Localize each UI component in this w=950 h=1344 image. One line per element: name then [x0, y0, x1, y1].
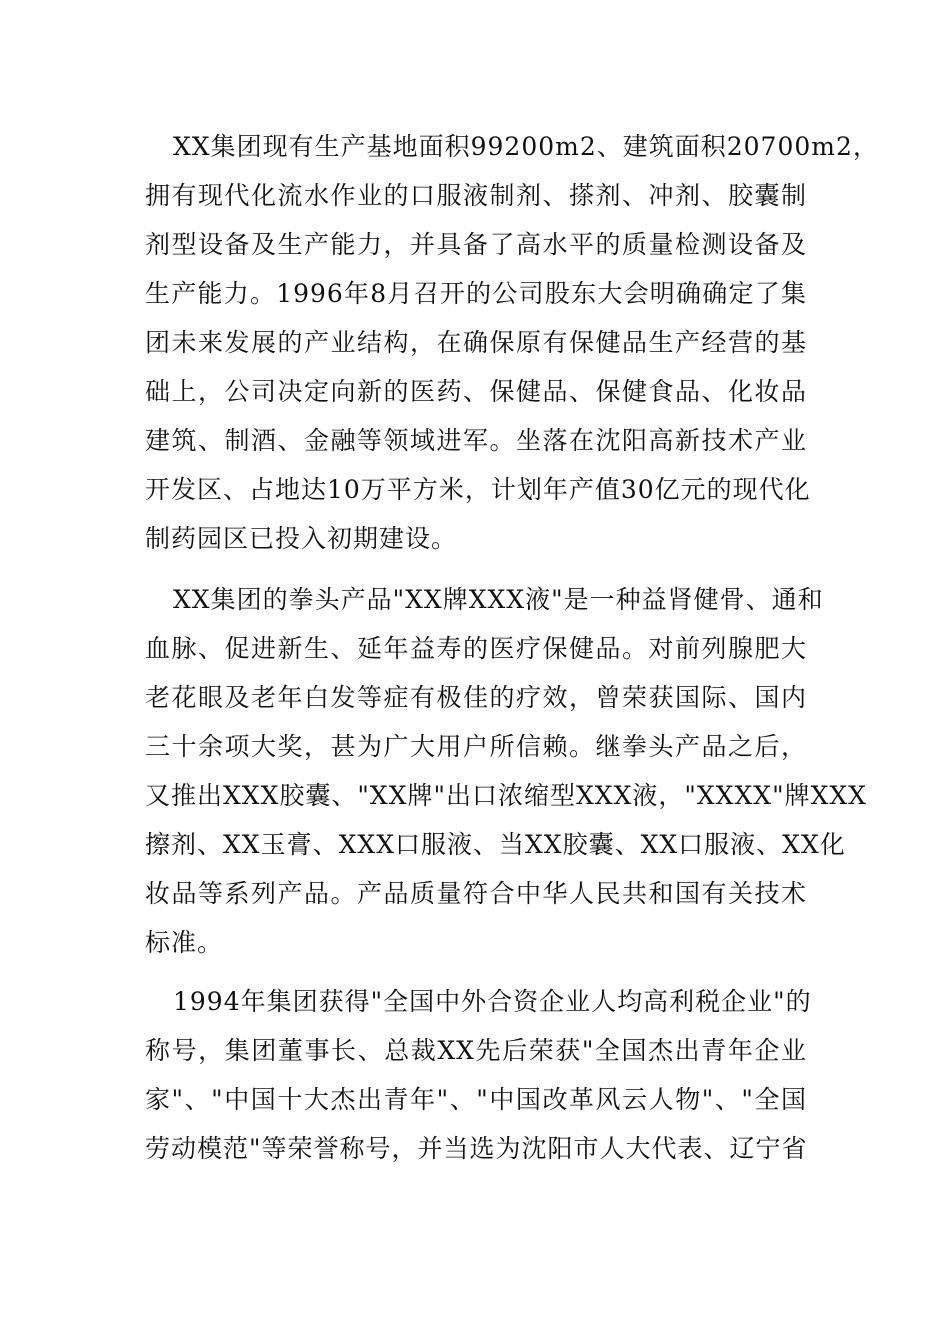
paragraph-line: 血脉、促进新生、延年益寿的医疗保健品。对前列腺肥大 — [145, 634, 807, 663]
paragraph-line: 建筑、制酒、金融等领域进军。坐落在沈阳高新技术产业 — [145, 426, 807, 455]
paragraph-line: 标准。 — [145, 928, 224, 957]
paragraph-line: 又推出XXX胶囊、"XX牌"出口浓缩型XXX液，"XXXX"牌XXX — [145, 781, 867, 810]
paragraph-1 — [145, 122, 879, 563]
paragraph-2 — [145, 575, 867, 967]
paragraph-3 — [145, 977, 812, 1173]
paragraph-line: 础上，公司决定向新的医药、保健品、保健食品、化妆品 — [145, 377, 807, 406]
paragraph-line: 劳动模范"等荣誉称号，并当选为沈阳市人大代表、辽宁省 — [145, 1134, 808, 1163]
paragraph-line: 剂型设备及生产能力，并具备了高水平的质量检测设备及 — [145, 230, 807, 259]
paragraph-line: 老花眼及老年白发等症有极佳的疗效，曾荣获国际、国内 — [145, 683, 807, 712]
paragraph-line: 家"、"中国十大杰出青年"、"中国改革风云人物"、"全国 — [145, 1085, 807, 1114]
paragraph-line: 制药园区已投入初期建设。 — [145, 524, 458, 553]
paragraph-line: 开发区、占地达10万平方米，计划年产值30亿元的现代化 — [145, 475, 811, 504]
paragraph-line: 1994年集团获得"全国中外合资企业人均高利税企业"的 — [173, 987, 812, 1016]
paragraph-line: 拥有现代化流水作业的口服液制剂、搽剂、冲剂、胶囊制 — [145, 181, 807, 210]
paragraph-line: XX集团的拳头产品"XX牌XXX液"是一种益肾健骨、通和 — [173, 585, 824, 614]
paragraph-line: 三十余项大奖，甚为广大用户所信赖。继拳头产品之后， — [145, 732, 807, 761]
paragraph-line: 团未来发展的产业结构，在确保原有保健品生产经营的基 — [145, 328, 807, 357]
paragraph-line: XX集团现有生产基地面积99200m2、建筑面积20700m2， — [173, 132, 879, 161]
paragraph-line: 擦剂、XX玉膏、XXX口服液、当XX胶囊、XX口服液、XX化 — [145, 830, 846, 859]
paragraph-line: 生产能力。1996年8月召开的公司股东大会明确确定了集 — [145, 279, 807, 308]
paragraph-line: 妆品等系列产品。产品质量符合中华人民共和国有关技术 — [145, 879, 807, 908]
paragraph-line: 称号，集团董事长、总裁XX先后荣获"全国杰出青年企业 — [145, 1036, 807, 1065]
